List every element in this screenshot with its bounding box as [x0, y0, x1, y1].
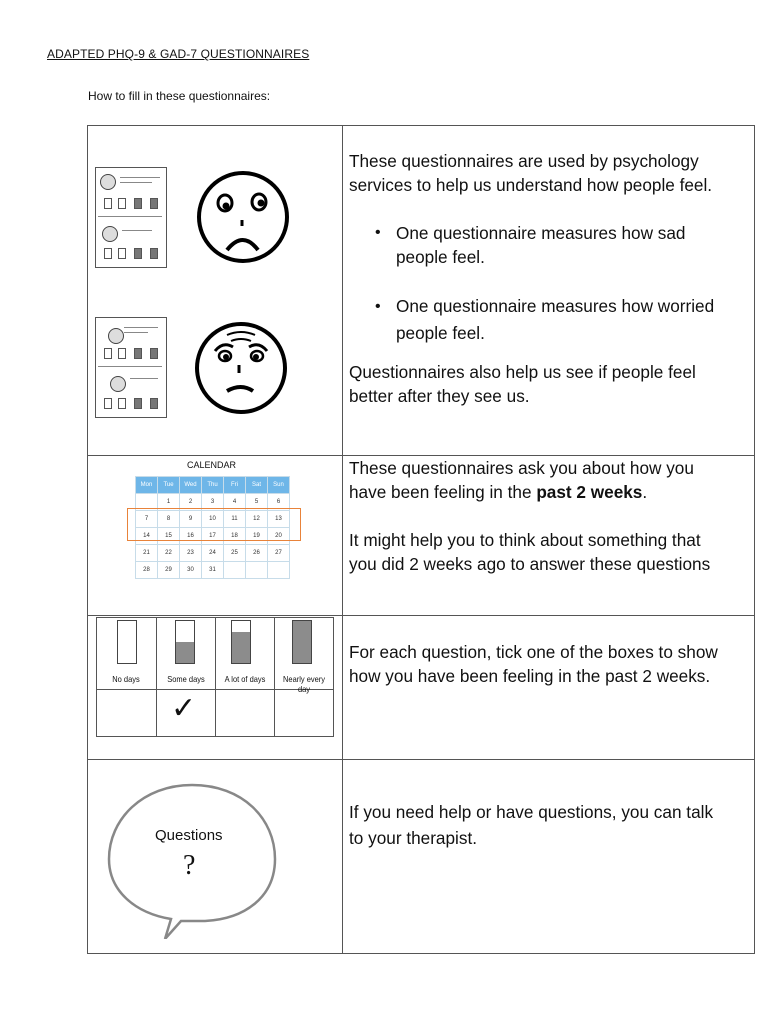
- calendar-cell: 23: [180, 545, 202, 562]
- calendar-day-header: Wed: [180, 477, 202, 494]
- help-cell: [349, 799, 729, 851]
- calendar-cell: 8: [158, 511, 180, 528]
- calendar-cell: 10: [202, 511, 224, 528]
- calendar-cell: 12: [246, 511, 268, 528]
- worried-face-icon: [193, 321, 291, 419]
- calendar-cell: 2: [180, 494, 202, 511]
- bullet-worried: • One questionnaire measures how worried people feel.: [349, 293, 729, 347]
- calendar-cell: 25: [224, 545, 246, 562]
- calendar-day-header: Mon: [136, 477, 158, 494]
- info-table: [87, 125, 755, 954]
- row-divider: [87, 615, 755, 616]
- calendar-cell: 19: [246, 528, 268, 545]
- questionnaire-thumbnail: [95, 167, 167, 268]
- calendar-cell: 3: [202, 494, 224, 511]
- calendar-cell: 9: [180, 511, 202, 528]
- calendar-cell: 27: [268, 545, 290, 562]
- help-text: If you need help or have questions, you can talk to your therapist.: [349, 802, 714, 848]
- calendar-cell: 6: [268, 494, 290, 511]
- intro-text: These questionnaires are used by psychology services to help us understand how people feel.: [349, 151, 713, 195]
- calendar-cell: 21: [136, 545, 158, 562]
- instructions-cell: [349, 640, 729, 688]
- document-title: ADAPTED PHQ-9 & GAD-7 QUESTIONNAIRES: [47, 47, 310, 61]
- calendar-cell: 20: [268, 528, 290, 545]
- question-mark-icon: ?: [183, 850, 196, 881]
- calendar-day-header: Fri: [224, 477, 246, 494]
- calendar-day-header: Sat: [246, 477, 268, 494]
- calendar-cell: [246, 562, 268, 579]
- calendar-cell: 16: [180, 528, 202, 545]
- level-bucket-icon: [231, 620, 251, 664]
- timeframe-bold: past 2 weeks: [536, 482, 643, 502]
- calendar-day-header: Sun: [268, 477, 290, 494]
- outro-text: Questionnaires also help us see if people feel better after they see us.: [349, 362, 696, 406]
- instructions-heading: How to fill in these questionnaires:: [88, 89, 271, 103]
- bubble-label: Questions: [155, 827, 223, 844]
- option-label-some-days: Some days: [167, 674, 205, 684]
- calendar-cell: 13: [268, 511, 290, 528]
- timeframe-hint: It might help you to think about something that you did 2 weeks ago to answer these questions: [349, 530, 711, 574]
- sad-face-icon: [195, 170, 293, 268]
- calendar-cell: 11: [224, 511, 246, 528]
- row-divider: [87, 759, 755, 760]
- bullet-sad: • One questionnaire measures how sad people feel.: [349, 221, 729, 269]
- calendar-cell: 29: [158, 562, 180, 579]
- calendar-cell: 28: [136, 562, 158, 579]
- calendar-cell: 15: [158, 528, 180, 545]
- calendar-cell: 17: [202, 528, 224, 545]
- calendar-cell: 24: [202, 545, 224, 562]
- calendar-day-header: Tue: [158, 477, 180, 494]
- calendar-cell: 14: [136, 528, 158, 545]
- bullet-list: [349, 221, 729, 347]
- column-divider: [342, 125, 343, 954]
- calendar-cell: 31: [202, 562, 224, 579]
- answer-scale-example: [96, 617, 334, 737]
- timeframe-text: These questionnaires ask you about how you have been feeling in the past 2 weeks.: [349, 458, 694, 502]
- calendar-cell: 26: [246, 545, 268, 562]
- level-bucket-icon: [175, 620, 195, 664]
- calendar-day-header: Thu: [202, 477, 224, 494]
- calendar-title: CALENDAR: [187, 460, 237, 470]
- calendar-cell: [268, 562, 290, 579]
- calendar-cell: 1: [158, 494, 180, 511]
- calendar-cell: 5: [246, 494, 268, 511]
- calendar-cell: 18: [224, 528, 246, 545]
- level-bucket-icon: [292, 620, 312, 664]
- calendar-highlight: [127, 508, 301, 541]
- option-label-no-days: No days: [112, 674, 140, 684]
- tick-instructions: For each question, tick one of the boxes to show how you have been feeling in the past 2 weeks.: [349, 642, 718, 686]
- option-label-a-lot-of-days: A lot of days: [224, 674, 266, 684]
- calendar-cell: 4: [224, 494, 246, 511]
- checkmark-icon: ✓: [171, 692, 197, 725]
- calendar-cell: 30: [180, 562, 202, 579]
- calendar-cell: 22: [158, 545, 180, 562]
- intro-cell: [349, 149, 729, 408]
- level-bucket-icon: [117, 620, 137, 664]
- timeframe-cell: [349, 456, 729, 576]
- calendar-cell: 7: [136, 511, 158, 528]
- option-label-nearly-every-day: Nearly every day: [283, 674, 325, 694]
- calendar-cell: [224, 562, 246, 579]
- questionnaire-thumbnail: [95, 317, 167, 418]
